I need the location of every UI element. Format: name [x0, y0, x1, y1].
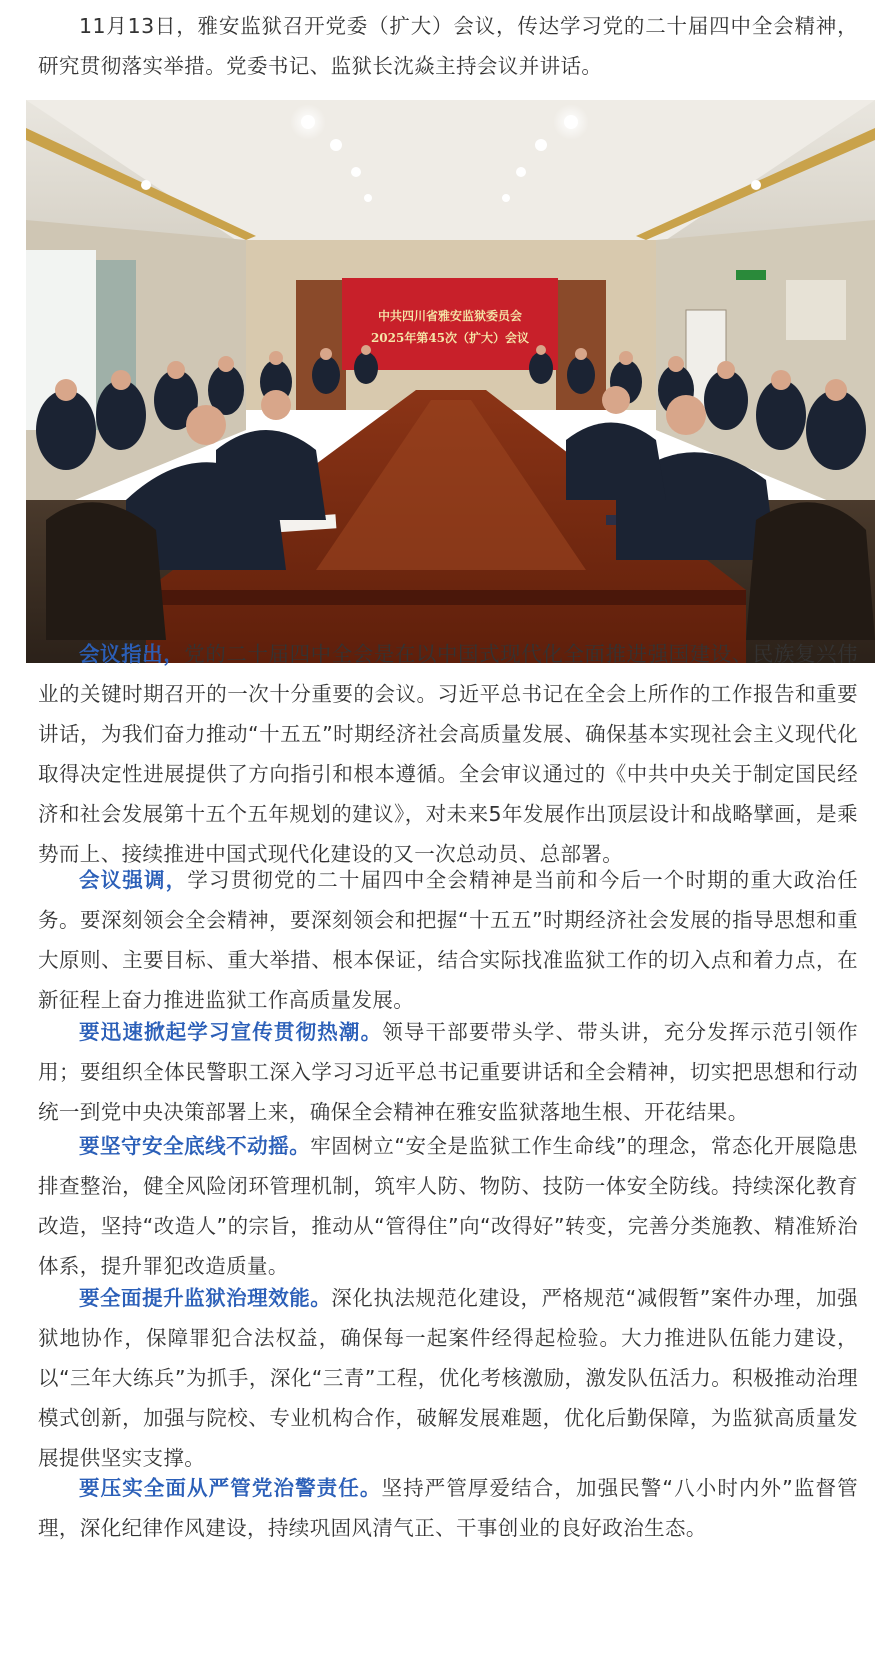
intro-paragraph: 11月13日，雅安监狱召开党委（扩大）会议，传达学习党的二十届四中全会精神，研究贯彻落实举措。党委书记、监狱长沈焱主持会议并讲话。	[38, 14, 858, 78]
paragraph-3	[38, 1012, 858, 1132]
paragraph-2-lead: 会议强调，	[79, 868, 188, 892]
paragraph-1-body: 党的二十届四中全会是在以中国式现代化全面推进强国建设、民族复兴伟业的关键时期召开的一次十分重要的会议。习近平总书记在全会上所作的工作报告和重要讲话，为我们奋力推动“十五五”时期经济社会高质量发展、确保基本实现社会主义现代化取得决定性进展提供了方向指引和根本遵循。全会审议通过的《中共中央关于制定国民经济和社会发展第十五个五年规划的建议》，对未来5年发展作出顶层设计和战略擘画，是乘势而上、接续推进中国式现代化建设的又一次总动员、总部署。	[38, 642, 858, 866]
paragraph-4-lead: 要坚守安全底线不动摇。	[79, 1134, 311, 1158]
paragraph-3-body: 领导干部要带头学、带头讲，充分发挥示范引领作用；要组织全体民警职工深入学习习近平总书记重要讲话和全会精神，切实把思想和行动统一到党中央决策部署上来，确保全会精神在雅安监狱落地生根、开花结果。	[38, 1020, 858, 1124]
paragraph-1	[38, 634, 858, 874]
paragraph-6-body: 坚持严管厚爱结合，加强民警“八小时内外”监督管理，深化纪律作风建设，持续巩固风清气正、干事创业的良好政治生态。	[38, 1476, 858, 1540]
banner-line-2: 2025年第45次（扩大）会议	[370, 331, 530, 345]
paragraph-4	[38, 1126, 858, 1286]
paragraph-2-body: 学习贯彻党的二十届四中全会精神是当前和今后一个时期的重大政治任务。要深刻领会全会精神，要深刻领会和把握“十五五”时期经济社会发展的指导思想和重大原则、主要目标、重大举措、根本保证，结合实际找准监狱工作的切入点和着力点，在新征程上奋力推进监狱工作高质量发展。	[38, 868, 859, 1012]
paragraph-5-body: 深化执法规范化建设，严格规范“减假暂”案件办理，加强狱地协作，保障罪犯合法权益，确保每一起案件经得起检验。大力推进队伍能力建设，以“三年大练兵”为抓手，深化“三青”工程，优化考核激励，激发队伍活力。积极推动治理模式创新，加强与院校、专业机构合作，破解发展难题，优化后勤保障，为监狱高质量发展提供坚实支撑。	[38, 1286, 858, 1470]
meeting-photo	[26, 100, 875, 663]
paragraph-5-lead: 要全面提升监狱治理效能。	[79, 1286, 332, 1310]
paragraph-3-lead: 要迅速掀起学习宣传贯彻热潮。	[79, 1020, 383, 1044]
banner-line-1: 中共四川省雅安监狱委员会	[377, 309, 523, 323]
paragraph-4-body: 牢固树立“安全是监狱工作生命线”的理念，常态化开展隐患排查整治，健全风险闭环管理机制，筑牢人防、物防、技防一体安全防线。持续深化教育改造，坚持“改造人”的宗旨，推动从“管得住”向“改得好”转变，完善分类施教、精准矫治体系，提升罪犯改造质量。	[38, 1134, 858, 1278]
paragraph-5	[38, 1278, 858, 1478]
paragraph-6	[38, 1468, 858, 1548]
paragraph-2	[38, 860, 858, 1020]
paragraph-6-lead: 要压实全面从严管党治警责任。	[79, 1476, 382, 1500]
paragraph-1-lead: 会议指出，	[79, 642, 185, 666]
